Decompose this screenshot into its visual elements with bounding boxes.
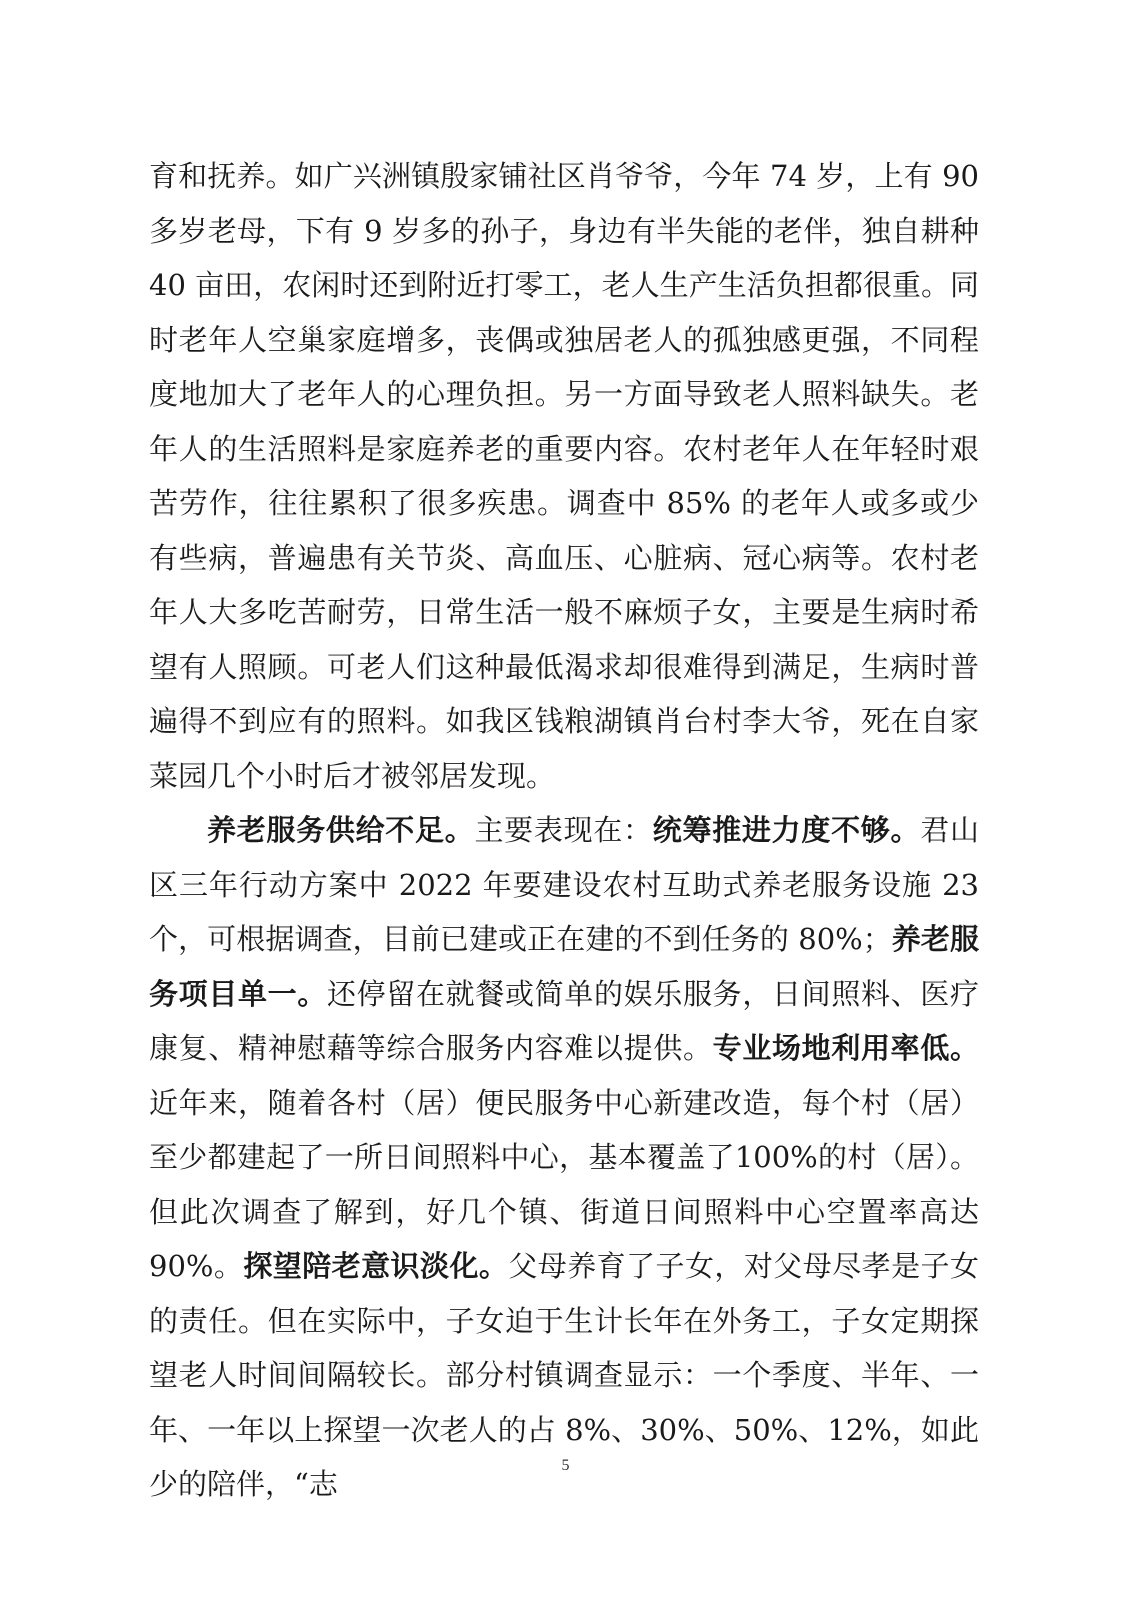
section-intro: 主要表现在： — [474, 813, 653, 847]
point-text-visiting-awareness: 父母养育了子女，对父母尽孝是子女的责任。但在实际中，子女迫于生计长年在外务工，子女定期探望老人时间间隔较长。部分村镇调查显示：一个季度、半年、一年、一年以上探望一次老人的占 8%、30%、50%、12%，如此少的陪伴，“志 — [149, 1249, 979, 1501]
point-title-coordination: 统筹推进力度不够。 — [652, 813, 921, 847]
point-title-visiting-awareness: 探望陪老意识淡化。 — [243, 1249, 509, 1283]
point-text-coordination: 君山区三年行动方案中 2022 年要建设农村互助式养老服务设施 23 个，可根据调查，目前已建或正在建的不到任务的 80%； — [149, 813, 979, 956]
section-heading: 养老服务供给不足。 — [207, 813, 475, 847]
paragraph-continuation: 育和抚养。如广兴洲镇殷家铺社区肖爷爷，今年 74 岁，上有 90 多岁老母，下有 9 岁多的孙子，身边有半失能的老伴，独自耕种 40 亩田，农闲时还到附近打零工，老人生产生活负担都很重。同时老年人空巢家庭增多，丧偶或独居老人的孤独感更强，不同程度地加大了老年人的心理负担。另一方面导致老人照料缺失。老年人的生活照料是家庭养老的重要内容。农村老年人在年轻时艰苦劳作，往往累积了很多疾患。调查中 85% 的老年人或多或少有些病，普遍患有关节炎、高血压、心脏病、冠心病等。农村老年人大多吃苦耐劳，日常生活一般不麻烦子女，主要是生病时希望有人照顾。可老人们这种最低渴求却很难得到满足，生病时普遍得不到应有的照料。如我区钱粮湖镇肖台村李大爷，死在自家菜园几个小时后才被邻居发现。 — [149, 159, 979, 793]
point-title-service-items: 养老服务项目单一。 — [149, 922, 979, 1011]
page-number: 5 — [561, 1457, 570, 1474]
point-title-venue-utilization: 专业场地利用率低。 — [712, 1031, 979, 1065]
body-text — [149, 149, 979, 1512]
point-text-service-items: 还停留在就餐或简单的娱乐服务，日间照料、医疗康复、精神慰藉等综合服务内容难以提供。 — [149, 976, 979, 1065]
point-text-venue-utilization: 近年来，随着各村（居）便民服务中心新建改造，每个村（居）至少都建起了一所日间照料中心，基本覆盖了100%的村（居）。但此次调查了解到，好几个镇、街道日间照料中心空置率高达 90%。 — [149, 1085, 979, 1283]
paragraph-supply-shortage — [149, 803, 979, 1512]
